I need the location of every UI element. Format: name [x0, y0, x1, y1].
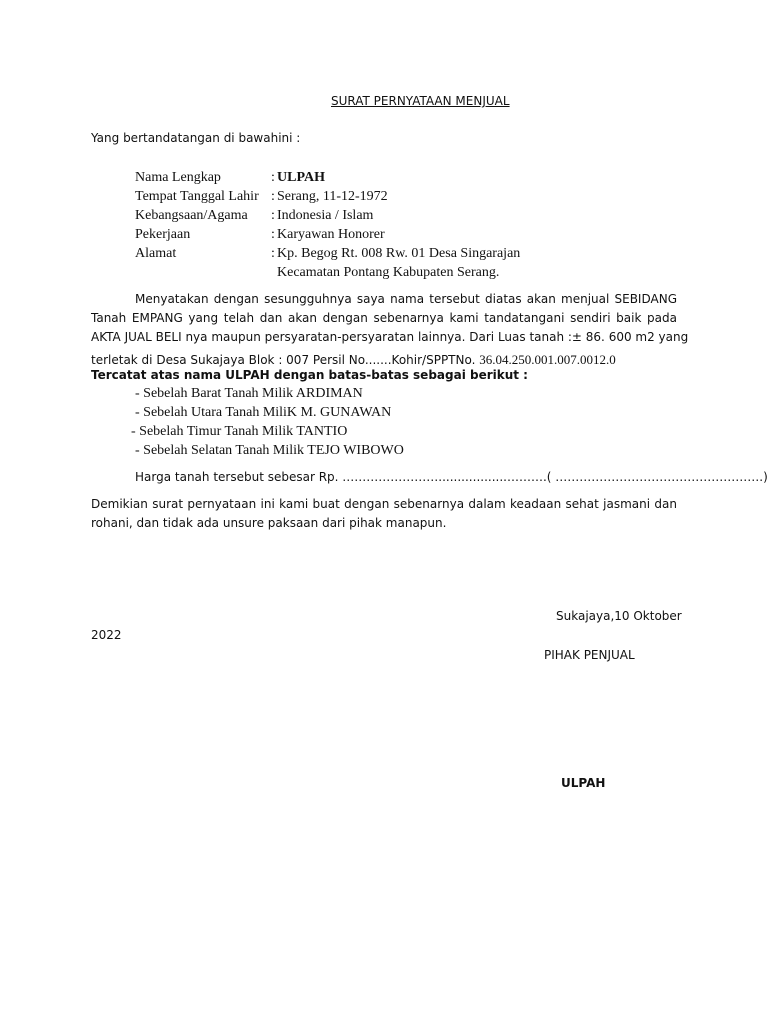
signer-role: PIHAK PENJUAL — [544, 648, 635, 662]
statement-line-2: Tanah EMPANG yang telah dan akan dengan sebenarnya kami tandatangani sendiri baik pada — [91, 311, 677, 325]
statement-line-5: Tercatat atas nama ULPAH dengan batas-batas sebagai berikut : — [91, 368, 528, 382]
field-sep-job: : — [271, 227, 275, 242]
field-sep-birth: : — [271, 189, 275, 204]
field-label-address: Alamat — [135, 246, 177, 261]
sppt-number: 36.04.250.001.007.0012.0 — [479, 352, 616, 367]
field-sep-address: : — [271, 246, 275, 261]
field-value-address-line2: Kecamatan Pontang Kabupaten Serang. — [277, 265, 500, 280]
field-sep-name: : — [271, 170, 275, 185]
statement-line-1: Menyatakan dengan sesungguhnya saya nama tersebut diatas akan menjual SEBIDANG — [135, 292, 677, 306]
page-title: SURAT PERNYATAAN MENJUAL — [331, 94, 510, 108]
field-value-birth: Serang, 11-12-1972 — [277, 189, 388, 204]
border-east: - Sebelah Timur Tanah Milik TANTIO — [131, 424, 348, 439]
field-label-name: Nama Lengkap — [135, 170, 221, 185]
year: 2022 — [91, 628, 122, 642]
signer-name: ULPAH — [561, 776, 606, 790]
price-line: Harga tanah tersebut sebesar Rp. ……………………..................……….( …………………………………………….) — [135, 470, 768, 484]
field-sep-nationality: : — [271, 208, 275, 223]
statement-line-3: AKTA JUAL BELI nya maupun persyaratan-persyaratan lainnya. Dari Luas tanah :± 86. 600 m2 yang — [91, 330, 689, 344]
intro-text: Yang bertandatangan di bawahini : — [91, 131, 301, 145]
field-label-birth: Tempat Tanggal Lahir — [135, 189, 259, 204]
field-value-nationality: Indonesia / Islam — [277, 208, 374, 223]
statement-line-4-text: terletak di Desa Sukajaya Blok : 007 Persil No.......Kohir/SPPTNo. — [91, 353, 480, 367]
border-west: - Sebelah Barat Tanah Milik ARDIMAN — [135, 386, 363, 401]
field-value-address: Kp. Begog Rt. 008 Rw. 01 Desa Singarajan — [277, 246, 521, 261]
closing-line-2: rohani, dan tidak ada unsure paksaan dari pihak manapun. — [91, 516, 447, 530]
closing-line-1: Demikian surat pernyataan ini kami buat dengan sebenarnya dalam keadaan sehat jasmani dan — [91, 497, 677, 511]
place-date: Sukajaya,10 Oktober — [556, 609, 682, 623]
statement-line-4 — [91, 349, 616, 368]
border-north: - Sebelah Utara Tanah MiliK M. GUNAWAN — [135, 405, 392, 420]
field-value-job: Karyawan Honorer — [277, 227, 385, 242]
field-label-nationality: Kebangsaan/Agama — [135, 208, 248, 223]
field-value-name: ULPAH — [277, 170, 325, 185]
border-south: - Sebelah Selatan Tanah Milik TEJO WIBOWO — [135, 443, 404, 458]
field-label-job: Pekerjaan — [135, 227, 191, 242]
